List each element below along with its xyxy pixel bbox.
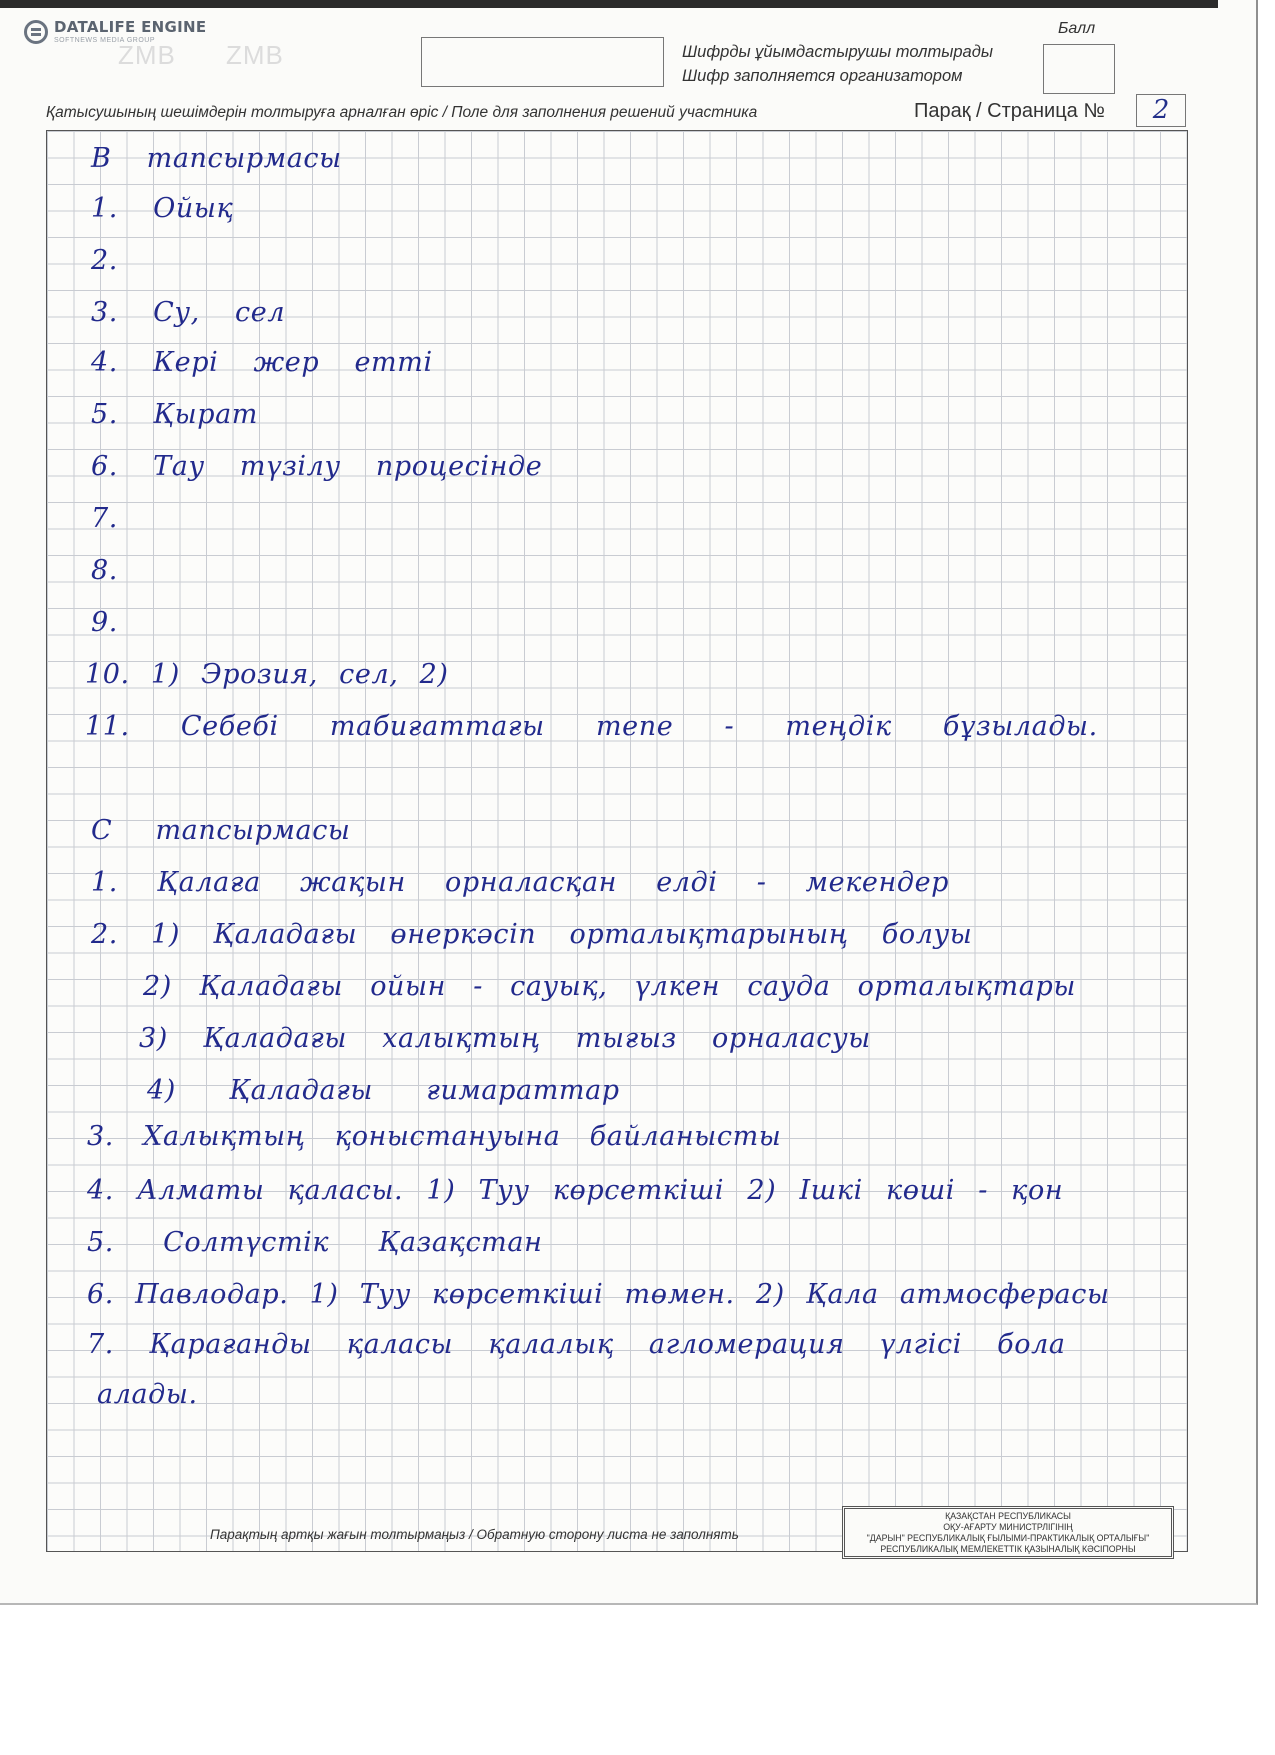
answer-line: 1. Қалаға жақын орналасқан елді - мекендер	[91, 867, 950, 898]
answer-grid	[46, 130, 1188, 1552]
watermark-logo-title: DATALIFE ENGINE	[54, 18, 207, 36]
field-label: Қатысушының шешімдерін толтыруға арналған өріс / Поле для заполнения решений участника	[46, 104, 758, 121]
answer-line: 5. Солтүстік Қазақстан	[87, 1227, 543, 1258]
page-number-box	[1136, 94, 1186, 127]
answer-line: 3) Қаладағы халықтың тығыз орналасуы	[139, 1023, 871, 1054]
answer-line: 6. Павлодар. 1) Туу көрсеткіші төмен. 2) Қала атмосферасы	[87, 1279, 1110, 1310]
cipher-note	[682, 40, 993, 88]
answer-line: 9.	[91, 607, 118, 638]
answer-line: 3. Су, сел	[91, 297, 286, 328]
watermark-logo-subtitle: SOFTNEWS MEDIA GROUP	[54, 37, 156, 44]
answer-line: 4. Кері жер етті	[91, 347, 433, 378]
footer-note: Парақтың артқы жағын толтырмаңыз / Обратную сторону листа не заполнять	[210, 1527, 739, 1542]
score-box	[1043, 44, 1115, 94]
answer-line: 10. 1) Эрозия, сел, 2)	[85, 659, 449, 690]
cipher-box	[421, 37, 664, 87]
answer-line: алады.	[97, 1379, 198, 1410]
answer-line: 2. 1) Қаладағы өнеркәсіп орталықтарының болуы	[91, 919, 973, 950]
cipher-note-kz: Шифрды ұйымдастырушы толтырады	[682, 43, 993, 61]
faint-watermark: ZMB	[226, 40, 284, 70]
answer-line: 4. Алматы қаласы. 1) Туу көрсеткіші 2) Ішкі көші - қон	[87, 1175, 1064, 1206]
stamp-line: "ДАРЫН" РЕСПУБЛИКАЛЫҚ ҒЫЛЫМИ-ПРАКТИКАЛЫҚ ОРТАЛЫҒЫ"	[866, 1532, 1150, 1543]
answer-line: 2.	[91, 245, 118, 276]
page-label: Парақ / Страница №	[914, 100, 1105, 122]
answer-line: 5. Қырат	[91, 399, 259, 430]
organization-stamp	[842, 1506, 1174, 1559]
answer-line: 6. Тау түзілу процесінде	[91, 451, 543, 482]
answer-line: В тапсырмасы	[91, 143, 342, 174]
score-label: Балл	[1058, 20, 1096, 37]
answer-line: 3. Халықтың қоныстануына байланысты	[87, 1121, 782, 1152]
watermark-logo	[24, 20, 206, 44]
top-edge-line	[0, 0, 1218, 8]
answer-line: 2) Қаладағы ойын - сауық, үлкен сауда орталықтары	[143, 971, 1076, 1002]
answer-line: 8.	[91, 555, 118, 586]
page-number: 2	[1152, 95, 1170, 125]
answer-line: 7. Қарағанды қаласы қалалық агломерация үлгісі бола	[87, 1329, 1066, 1360]
answer-line: 7.	[91, 503, 118, 534]
stamp-line: РЕСПУБЛИКАЛЫҚ МЕМЛЕКЕТТІК ҚАЗЫНАЛЫҚ КӘСІПОРНЫ	[880, 1543, 1136, 1554]
datalife-logo-icon	[24, 20, 48, 44]
answer-line: 4) Қаладағы ғимараттар	[147, 1075, 620, 1106]
answer-line: 11. Себебі табиғаттағы тепе - теңдік бұзылады.	[85, 711, 1098, 742]
stamp-line: ОҚУ-АҒАРТУ МИНИСТРЛІГІНІҢ	[943, 1521, 1073, 1532]
faint-watermark: ZMB	[118, 40, 176, 70]
cipher-note-ru: Шифр заполняется организатором	[682, 67, 963, 85]
answer-line: С тапсырмасы	[91, 815, 351, 846]
answer-line: 1. Ойық	[91, 193, 234, 224]
stamp-line: ҚАЗАҚСТАН РЕСПУБЛИКАСЫ	[945, 1510, 1071, 1521]
